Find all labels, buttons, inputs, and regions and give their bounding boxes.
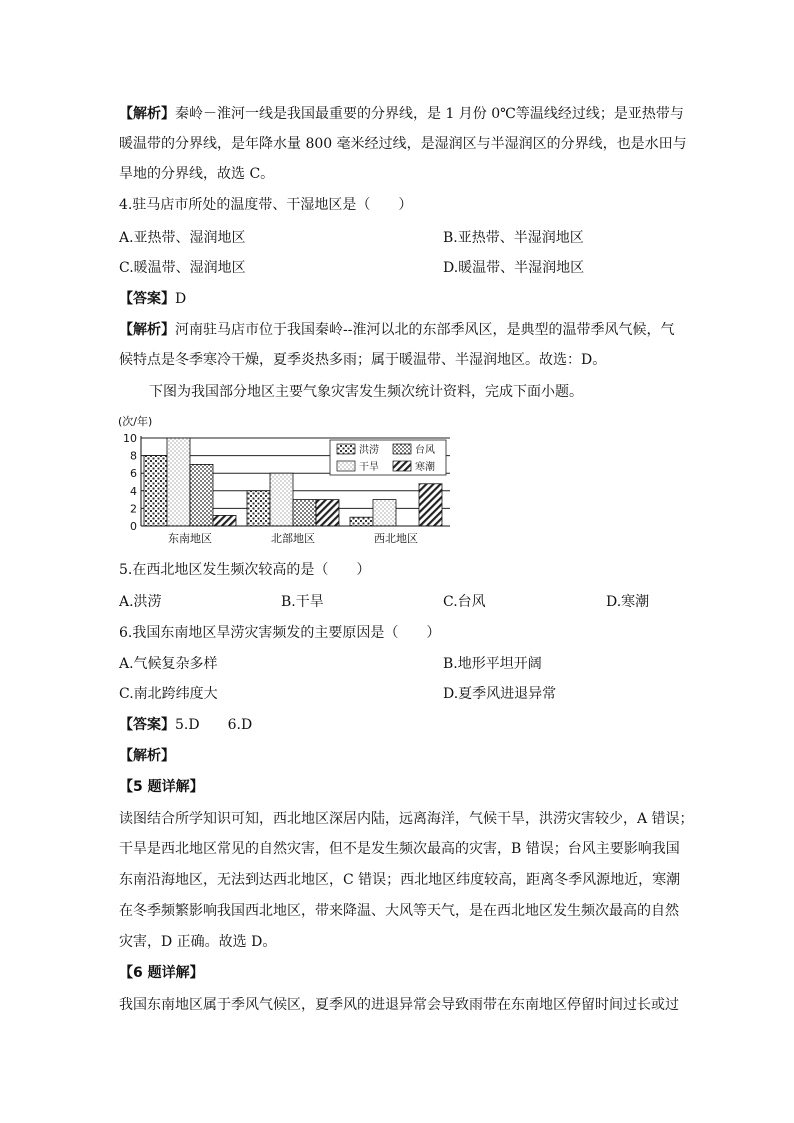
legend-label: 台风	[415, 445, 435, 456]
q6-option-b: B.地形平坦开阔	[443, 656, 542, 672]
analysis-label: 【解析】	[119, 106, 175, 122]
q56-answer	[119, 716, 252, 734]
legend-swatch	[337, 444, 355, 454]
q5-option-d: D.寒潮	[606, 594, 650, 610]
y-tick-label: 4	[130, 484, 137, 498]
legend-label: 寒潮	[415, 462, 435, 473]
q6-option-c: C.南北跨纬度大	[119, 686, 218, 702]
analysis-3-line-3: 旱地的分界线，故选 C。	[119, 166, 275, 182]
detail-5-line-1: 读图结合所学知识可知，西北地区深居内陆，远离海洋，气候干旱，洪涝灾害较少，A 错误；	[119, 811, 694, 827]
q6-option-a: A.气候复杂多样	[119, 656, 218, 672]
legend-swatch	[337, 461, 355, 471]
legend-swatch	[393, 461, 411, 471]
answer-text: D	[175, 291, 187, 307]
q6-option-d: D.夏季风进退异常	[443, 686, 557, 702]
bar-3-2	[419, 484, 442, 526]
detail-5-line-5: 灾害，D 正确。故选 D。	[119, 934, 277, 950]
y-tick-label: 8	[130, 449, 137, 463]
q4-option-d: D.暖温带、半湿润地区	[443, 260, 585, 276]
legend-swatch	[393, 444, 411, 454]
x-tick-label: 北部地区	[271, 532, 315, 545]
x-tick-label: 东南地区	[168, 532, 212, 545]
detail-5-line-2: 干旱是西北地区常见的自然灾害，但不是发生频次最高的灾害，B 错误；台风主要影响我国	[119, 841, 680, 857]
detail-6-label: 【6 题详解】	[119, 965, 204, 981]
q4-option-c: C.暖温带、湿润地区	[119, 260, 246, 276]
question-6-stem: 6.我国东南地区旱涝灾害频发的主要原因是（ ）	[119, 625, 441, 641]
analysis-3-line-2: 暖温带的分界线，是年降水量 800 毫米经过线，是湿润区与半湿润区的分界线，也是水田与	[119, 136, 687, 152]
y-axis-label: (次/年)	[118, 415, 153, 428]
disaster-frequency-chart	[110, 410, 460, 550]
chart-intro: 下图为我国部分地区主要气象灾害发生频次统计资料，完成下面小题。	[149, 384, 583, 400]
analysis-text: 河南驻马店市位于我国秦岭--淮河以北的东部季风区，是典型的温带季风气候，气	[175, 322, 675, 338]
y-tick-label: 6	[130, 467, 137, 481]
x-tick-label: 西北地区	[374, 532, 418, 545]
y-tick-label: 2	[130, 502, 137, 516]
detail-5-line-3: 东南沿海地区，无法到达西北地区，C 错误；西北地区纬度较高，距离冬季风源地近，寒潮	[119, 872, 681, 888]
bar-1-2	[373, 500, 396, 526]
question-4-stem: 4.驻马店市所处的温度带、干湿地区是（ ）	[119, 197, 413, 213]
q4-option-a: A.亚热带、湿润地区	[119, 230, 246, 246]
bar-0-2	[350, 517, 373, 526]
y-tick-label: 10	[123, 432, 137, 445]
bar-3-1	[316, 500, 339, 526]
answer-label: 【答案】	[119, 291, 175, 307]
y-tick-label: 0	[130, 520, 137, 533]
q5-option-b: B.干旱	[281, 594, 324, 610]
bar-0-1	[247, 491, 270, 526]
q4-option-b: B.亚热带、半湿润地区	[443, 230, 584, 246]
bar-0-0	[144, 456, 167, 526]
analysis-text: 秦岭－淮河一线是我国最重要的分界线，是 1 月份 0℃等温线经过线；是亚热带与	[175, 106, 684, 122]
bar-1-0	[167, 438, 190, 526]
bar-2-0	[190, 464, 213, 526]
analysis-3	[119, 105, 684, 123]
detail-6-line-1: 我国东南地区属于季风气候区，夏季风的进退异常会导致雨带在东南地区停留时间过长或过	[119, 997, 679, 1013]
legend-label: 干旱	[359, 462, 379, 473]
q4-answer	[119, 290, 186, 308]
q56-analysis-label: 【解析】	[119, 748, 175, 764]
answer-text: 5.D 6.D	[175, 717, 253, 733]
legend-label: 洪涝	[359, 445, 379, 456]
bar-2-1	[293, 500, 316, 526]
q5-option-c: C.台风	[443, 594, 486, 610]
bar-3-0	[213, 515, 236, 526]
q5-option-a: A.洪涝	[119, 594, 162, 610]
answer-label: 【答案】	[119, 717, 175, 733]
q4-analysis	[119, 321, 674, 339]
detail-5-line-4: 在冬季频繁影响我国西北地区，带来降温、大风等天气，是在西北地区发生频次最高的自然	[119, 903, 679, 919]
detail-5-label: 【5 题详解】	[119, 779, 204, 795]
analysis-label: 【解析】	[119, 322, 175, 338]
q4-analysis-line-2: 候特点是冬季寒冷干燥，夏季炎热多雨；属于暖温带、半湿润地区。故选：D。	[119, 352, 607, 368]
question-5-stem: 5.在西北地区发生频次较高的是（ ）	[119, 562, 371, 578]
bar-1-1	[270, 473, 293, 526]
